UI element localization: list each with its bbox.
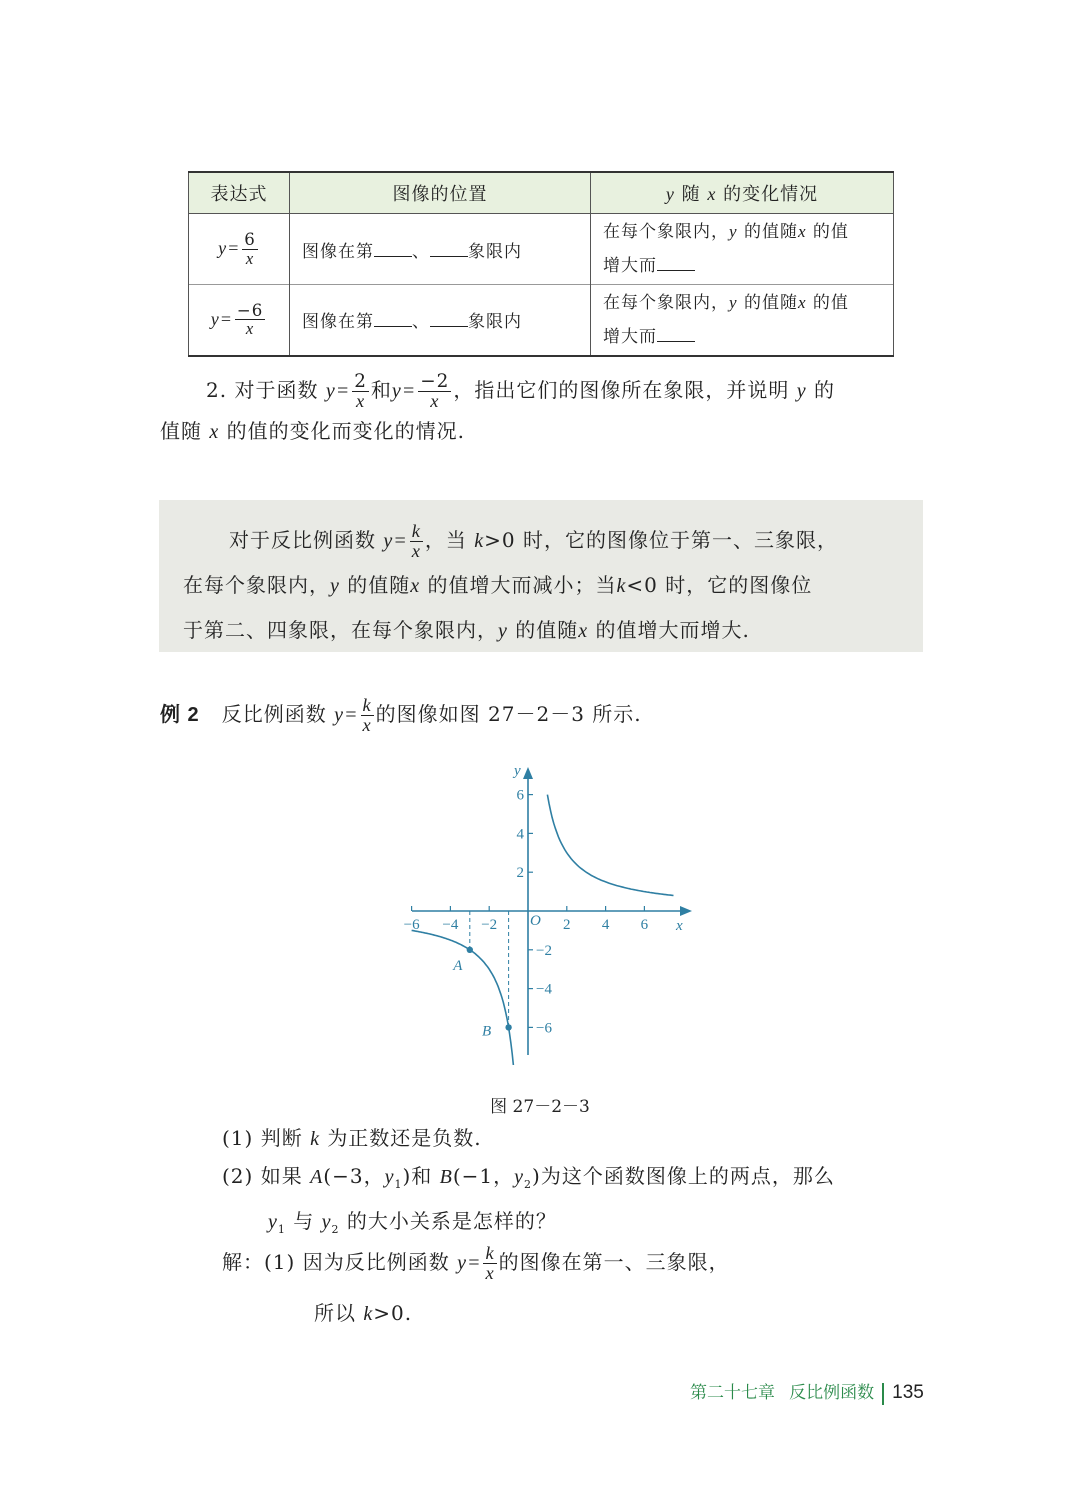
fraction-denominator: x (430, 391, 440, 411)
row-change (591, 214, 894, 285)
footer-separator (882, 1383, 884, 1405)
math-var: y (498, 620, 508, 642)
table-row (189, 214, 894, 285)
position-suffix: 象限内 (468, 241, 522, 262)
hyperbola-graph (400, 755, 700, 1065)
solution-label: 解： (222, 1250, 264, 1274)
math-var: A (310, 1166, 324, 1188)
change-text: 的值随 (743, 292, 798, 313)
x-axis-label: x (676, 918, 683, 934)
y-tick-label: 2 (516, 865, 524, 882)
summary-line-2 (183, 563, 913, 608)
summary-line-3 (183, 608, 913, 653)
fraction-denominator: x (411, 541, 421, 561)
fraction-denominator: x (245, 319, 255, 339)
fraction-numerator: −6 (236, 300, 264, 320)
x-axis-arrow (680, 906, 692, 916)
solution-text: 因为反比例函数 (302, 1250, 450, 1274)
math-var: y (796, 380, 807, 402)
row-expression (189, 214, 290, 285)
summary-text-part: ，当 (424, 528, 467, 552)
sub-question-text: 与 (293, 1209, 315, 1233)
math-var: k (363, 1303, 374, 1325)
change-text: 在每个象限内， (603, 292, 729, 313)
fraction-numerator: k (485, 1242, 495, 1263)
row-change (591, 285, 894, 356)
sub-questions (222, 1120, 942, 1248)
question-text: 值随 (160, 419, 202, 444)
sub-question-text: (−1， (452, 1164, 515, 1188)
y-axis-label: y (514, 763, 521, 779)
solution-text: 的图像在第一、三象限， (498, 1250, 730, 1274)
change-text: 的值 (812, 222, 849, 242)
hyperbola-branch (412, 930, 514, 1065)
footer-title: 反比例函数 (789, 1383, 875, 1402)
fraction-denominator: x (362, 715, 372, 735)
math-var: x (578, 620, 589, 642)
y-tick-label: −4 (536, 981, 552, 998)
row-position (290, 285, 591, 356)
summary-text-part: 于第二、四象限，在每个象限内， (183, 618, 498, 642)
fraction-k-over-x (483, 1244, 496, 1284)
figure-caption: 图 27－2－3 (490, 1097, 590, 1117)
math-lhs: y= (325, 380, 351, 402)
fraction-k-over-x (361, 696, 374, 736)
math-var: y (321, 1211, 332, 1233)
sub-question-text: )为这个函数图像上的两点，那么 (532, 1164, 835, 1188)
fraction-numerator: −2 (420, 370, 450, 392)
blank-line[interactable] (374, 239, 412, 257)
point-b (505, 1024, 511, 1030)
change-x-var: x (797, 222, 807, 241)
question-2 (160, 370, 940, 452)
y-tick-label: −6 (536, 1020, 552, 1037)
subscript: 1 (394, 1178, 403, 1191)
change-x-var: x (797, 292, 807, 312)
math-var: x (410, 575, 421, 597)
summary-text-part: 在每个象限内， (183, 573, 330, 597)
x-tick-label: 6 (640, 917, 649, 933)
y-tick-label: −2 (536, 942, 552, 959)
question-number: 2. (206, 378, 228, 402)
row-expression (189, 285, 290, 356)
table-row (189, 285, 894, 356)
question-text: 和 (370, 378, 392, 402)
sub-question-text: (−3， (323, 1164, 385, 1188)
sub-question-text: 判断 (260, 1126, 303, 1150)
question-2-line-1 (160, 370, 940, 411)
position-suffix: 象限内 (468, 312, 522, 333)
summary-text-part: >0 时，它的图像位于第一、三象限， (484, 528, 838, 552)
header-position: 图像的位置 (290, 172, 591, 214)
x-tick-label: −6 (403, 917, 420, 933)
page-footer (690, 1378, 990, 1405)
summary-text-part: 的值随 (515, 618, 579, 642)
summary-text (183, 518, 913, 653)
math-lhs: y= (391, 380, 417, 402)
row-position (290, 214, 591, 285)
example-2 (160, 694, 940, 735)
y-tick-label: 4 (516, 826, 524, 843)
solution-text: >0. (373, 1301, 413, 1325)
sub-question-text: )和 (402, 1164, 433, 1188)
example-label: 例 2 (160, 704, 200, 726)
change-y-var: y (729, 222, 738, 241)
sub-question-number: (1) (222, 1126, 254, 1150)
point-label: A (453, 957, 463, 974)
change-text: 增大而 (603, 326, 657, 347)
fraction-numerator: k (362, 694, 372, 715)
math-var: x (209, 421, 220, 444)
change-text: 的值随 (743, 222, 798, 242)
fraction-k-over-x (410, 522, 423, 562)
fraction-numerator: 2 (354, 370, 367, 392)
math-lhs: y= (334, 704, 359, 726)
summary-text-part: <0 时，它的图像位 (626, 573, 813, 597)
summary-line-1 (183, 518, 913, 563)
blank-line[interactable] (430, 309, 468, 327)
y-axis-arrow (523, 767, 533, 779)
x-tick-label: −2 (481, 917, 498, 933)
header-expression: 表达式 (189, 172, 290, 214)
math-var: y (384, 1166, 395, 1188)
fraction-denominator: x (355, 391, 366, 411)
blank-line[interactable] (374, 309, 412, 327)
fraction-numerator: k (411, 520, 421, 541)
solution-line-1 (222, 1237, 942, 1288)
math-var: y (330, 575, 340, 597)
math-var: k (474, 530, 485, 552)
math-var: k (616, 575, 627, 597)
example-text: 的图像如图 27－2－3 所示. (375, 702, 642, 726)
hyperbola-branch (547, 795, 673, 896)
subscript: 2 (524, 1178, 533, 1191)
origin-label: O (530, 913, 541, 929)
summary-text-part: 对于反比例函数 (229, 528, 376, 552)
position-separator: 、 (412, 241, 430, 262)
fraction-denominator: x (245, 248, 255, 268)
expr-fraction (242, 231, 258, 267)
fraction-neg2-over-x (418, 372, 451, 412)
point-label: B (482, 1023, 492, 1040)
sub-question-1 (222, 1120, 942, 1158)
page-number: 135 (892, 1382, 924, 1403)
example-text: 反比例函数 (221, 702, 327, 726)
expr-lhs: y= (218, 238, 241, 258)
sub-question-number: (2) (222, 1164, 254, 1188)
point-a (467, 947, 473, 953)
blank-line[interactable] (657, 324, 695, 342)
subscript: 1 (277, 1223, 286, 1236)
position-text: 图像在第 (302, 312, 374, 333)
math-var: B (439, 1166, 453, 1188)
header-follow: 随 (681, 184, 701, 205)
question-text: ，指出它们的图像所在象限，并说明 (453, 378, 790, 402)
change-text: 在每个象限内， (603, 222, 729, 242)
expr-lhs: y= (210, 308, 233, 329)
solution-number: (1) (264, 1250, 296, 1274)
header-change-text: 的变化情况 (723, 184, 819, 205)
footer-chapter: 第二十七章 (690, 1383, 775, 1402)
expr-fraction (235, 302, 265, 338)
summary-text-part: 的值增大而减小；当 (427, 573, 617, 597)
solution-text: 所以 (314, 1301, 356, 1325)
math-var: y (514, 1166, 525, 1188)
header-x-var: x (707, 184, 717, 204)
sub-question-2 (222, 1158, 942, 1203)
summary-box (159, 500, 923, 652)
x-tick-label: −4 (442, 917, 459, 933)
function-table (188, 171, 894, 357)
x-tick-label: 4 (601, 917, 610, 933)
question-text: 对于函数 (234, 378, 319, 402)
header-change (591, 172, 894, 214)
header-y-var: y (665, 184, 675, 204)
sub-question-text: 为正数还是负数. (327, 1126, 482, 1150)
table-header-row (189, 172, 894, 214)
math-var: k (310, 1128, 320, 1150)
math-var: y (268, 1211, 278, 1233)
solution-line-2 (222, 1288, 942, 1339)
change-text: 的值 (812, 292, 849, 313)
fraction-2-over-x (352, 372, 369, 412)
blank-line[interactable] (430, 239, 468, 257)
change-y-var: y (729, 292, 738, 312)
sub-question-text: 如果 (260, 1164, 303, 1188)
change-text: 增大而 (603, 256, 657, 276)
question-text: 的 (814, 378, 835, 402)
sub-question-text: 的大小关系是怎样的？ (346, 1209, 557, 1233)
question-text: 的值的变化而变化的情况. (226, 419, 465, 444)
subscript: 2 (331, 1223, 340, 1236)
blank-line[interactable] (657, 253, 695, 271)
position-text: 图像在第 (302, 241, 374, 262)
summary-text-part: 的值随 (347, 573, 411, 597)
x-tick-label: 2 (563, 917, 571, 933)
y-tick-label: 6 (516, 787, 524, 804)
fraction-denominator: x (485, 1263, 495, 1283)
math-lhs: y= (383, 530, 408, 552)
math-lhs: y= (457, 1252, 482, 1274)
fraction-numerator: 6 (244, 230, 256, 250)
question-2-line-2 (160, 411, 940, 452)
position-separator: 、 (412, 312, 430, 333)
solution (222, 1237, 942, 1339)
summary-text-part: 的值增大而增大. (595, 618, 750, 642)
